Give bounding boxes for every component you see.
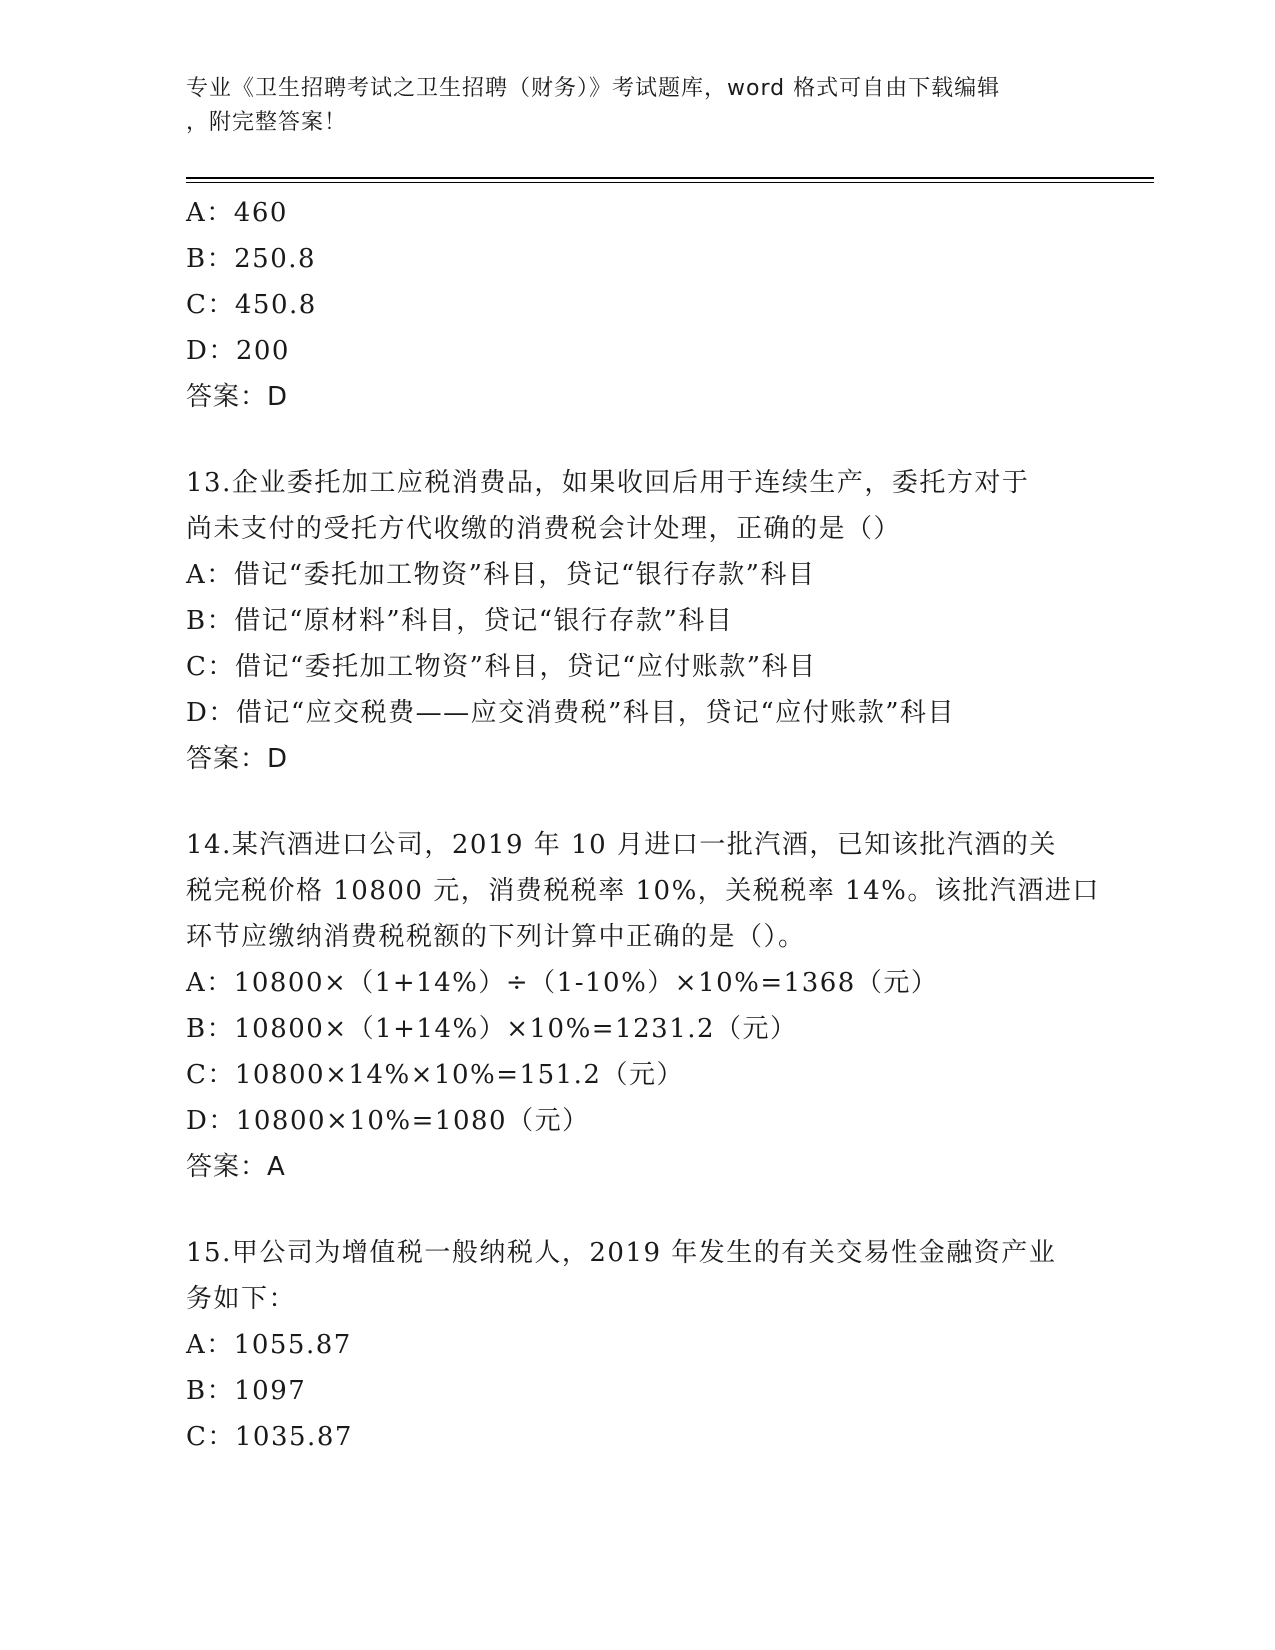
- option-d: D：10800×10%=1080（元）: [186, 1106, 590, 1136]
- answer-label: 答案：D: [186, 744, 289, 774]
- header-line-1: 专业《卫生招聘考试之卫生招聘（财务）》考试题库，word 格式可自由下载编辑: [186, 76, 1001, 101]
- option-d: D：借记“应交税费——应交消费税”科目，贷记“应付账款”科目: [186, 698, 956, 728]
- option-c: C：10800×14%×10%=151.2（元）: [186, 1060, 684, 1090]
- spacer: [186, 782, 1086, 822]
- answer-label: 答案：A: [186, 1152, 286, 1182]
- option-c: C：1035.87: [186, 1422, 353, 1452]
- question-12: [186, 190, 1086, 420]
- answer-label: 答案：D: [186, 382, 289, 412]
- question-stem-line: 15.甲公司为增值税一般纳税人，2019 年发生的有关交易性金融资产业: [186, 1238, 1057, 1268]
- question-stem-line: 务如下：: [186, 1284, 297, 1314]
- option-d: D：200: [186, 336, 290, 366]
- question-stem-line: 13.企业委托加工应税消费品，如果收回后用于连续生产，委托方对于: [186, 468, 1030, 498]
- question-13: [186, 460, 1086, 782]
- question-14: [186, 822, 1100, 1190]
- option-b: B：10800×（1+14%）×10%=1231.2（元）: [186, 1014, 798, 1044]
- question-stem-line: 14.某汽酒进口公司，2019 年 10 月进口一批汽酒，已知该批汽酒的关: [186, 830, 1057, 860]
- option-c: C：450.8: [186, 290, 317, 320]
- option-b: B：1097: [186, 1376, 307, 1406]
- option-b: B：250.8: [186, 244, 317, 274]
- question-15: [186, 1230, 1086, 1460]
- header-rule-thin: [186, 182, 1154, 183]
- option-c: C：借记“委托加工物资”科目，贷记“应付账款”科目: [186, 652, 817, 682]
- option-a: A：借记“委托加工物资”科目，贷记“银行存款”科目: [186, 560, 816, 590]
- option-a: A：460: [186, 198, 288, 228]
- option-a: A：1055.87: [186, 1330, 352, 1360]
- document-header: [186, 72, 1076, 140]
- header-line-2: ，附完整答案！: [186, 110, 348, 135]
- question-stem-line: 环节应缴纳消费税税额的下列计算中正确的是（）。: [186, 922, 806, 952]
- spacer: [186, 1190, 1086, 1230]
- question-stem-line: 尚未支付的受托方代收缴的消费税会计处理，正确的是（）: [186, 514, 902, 544]
- question-stem-line: 税完税价格 10800 元，消费税税率 10%，关税税率 14%。该批汽酒进口: [186, 876, 1100, 906]
- spacer: [186, 420, 1086, 460]
- question-list: [186, 190, 1100, 1460]
- option-b: B：借记“原材料”科目，贷记“银行存款”科目: [186, 606, 734, 636]
- option-a: A：10800×（1+14%）÷（1-10%）×10%=1368（元）: [186, 968, 939, 998]
- header-rule-thick: [186, 177, 1154, 179]
